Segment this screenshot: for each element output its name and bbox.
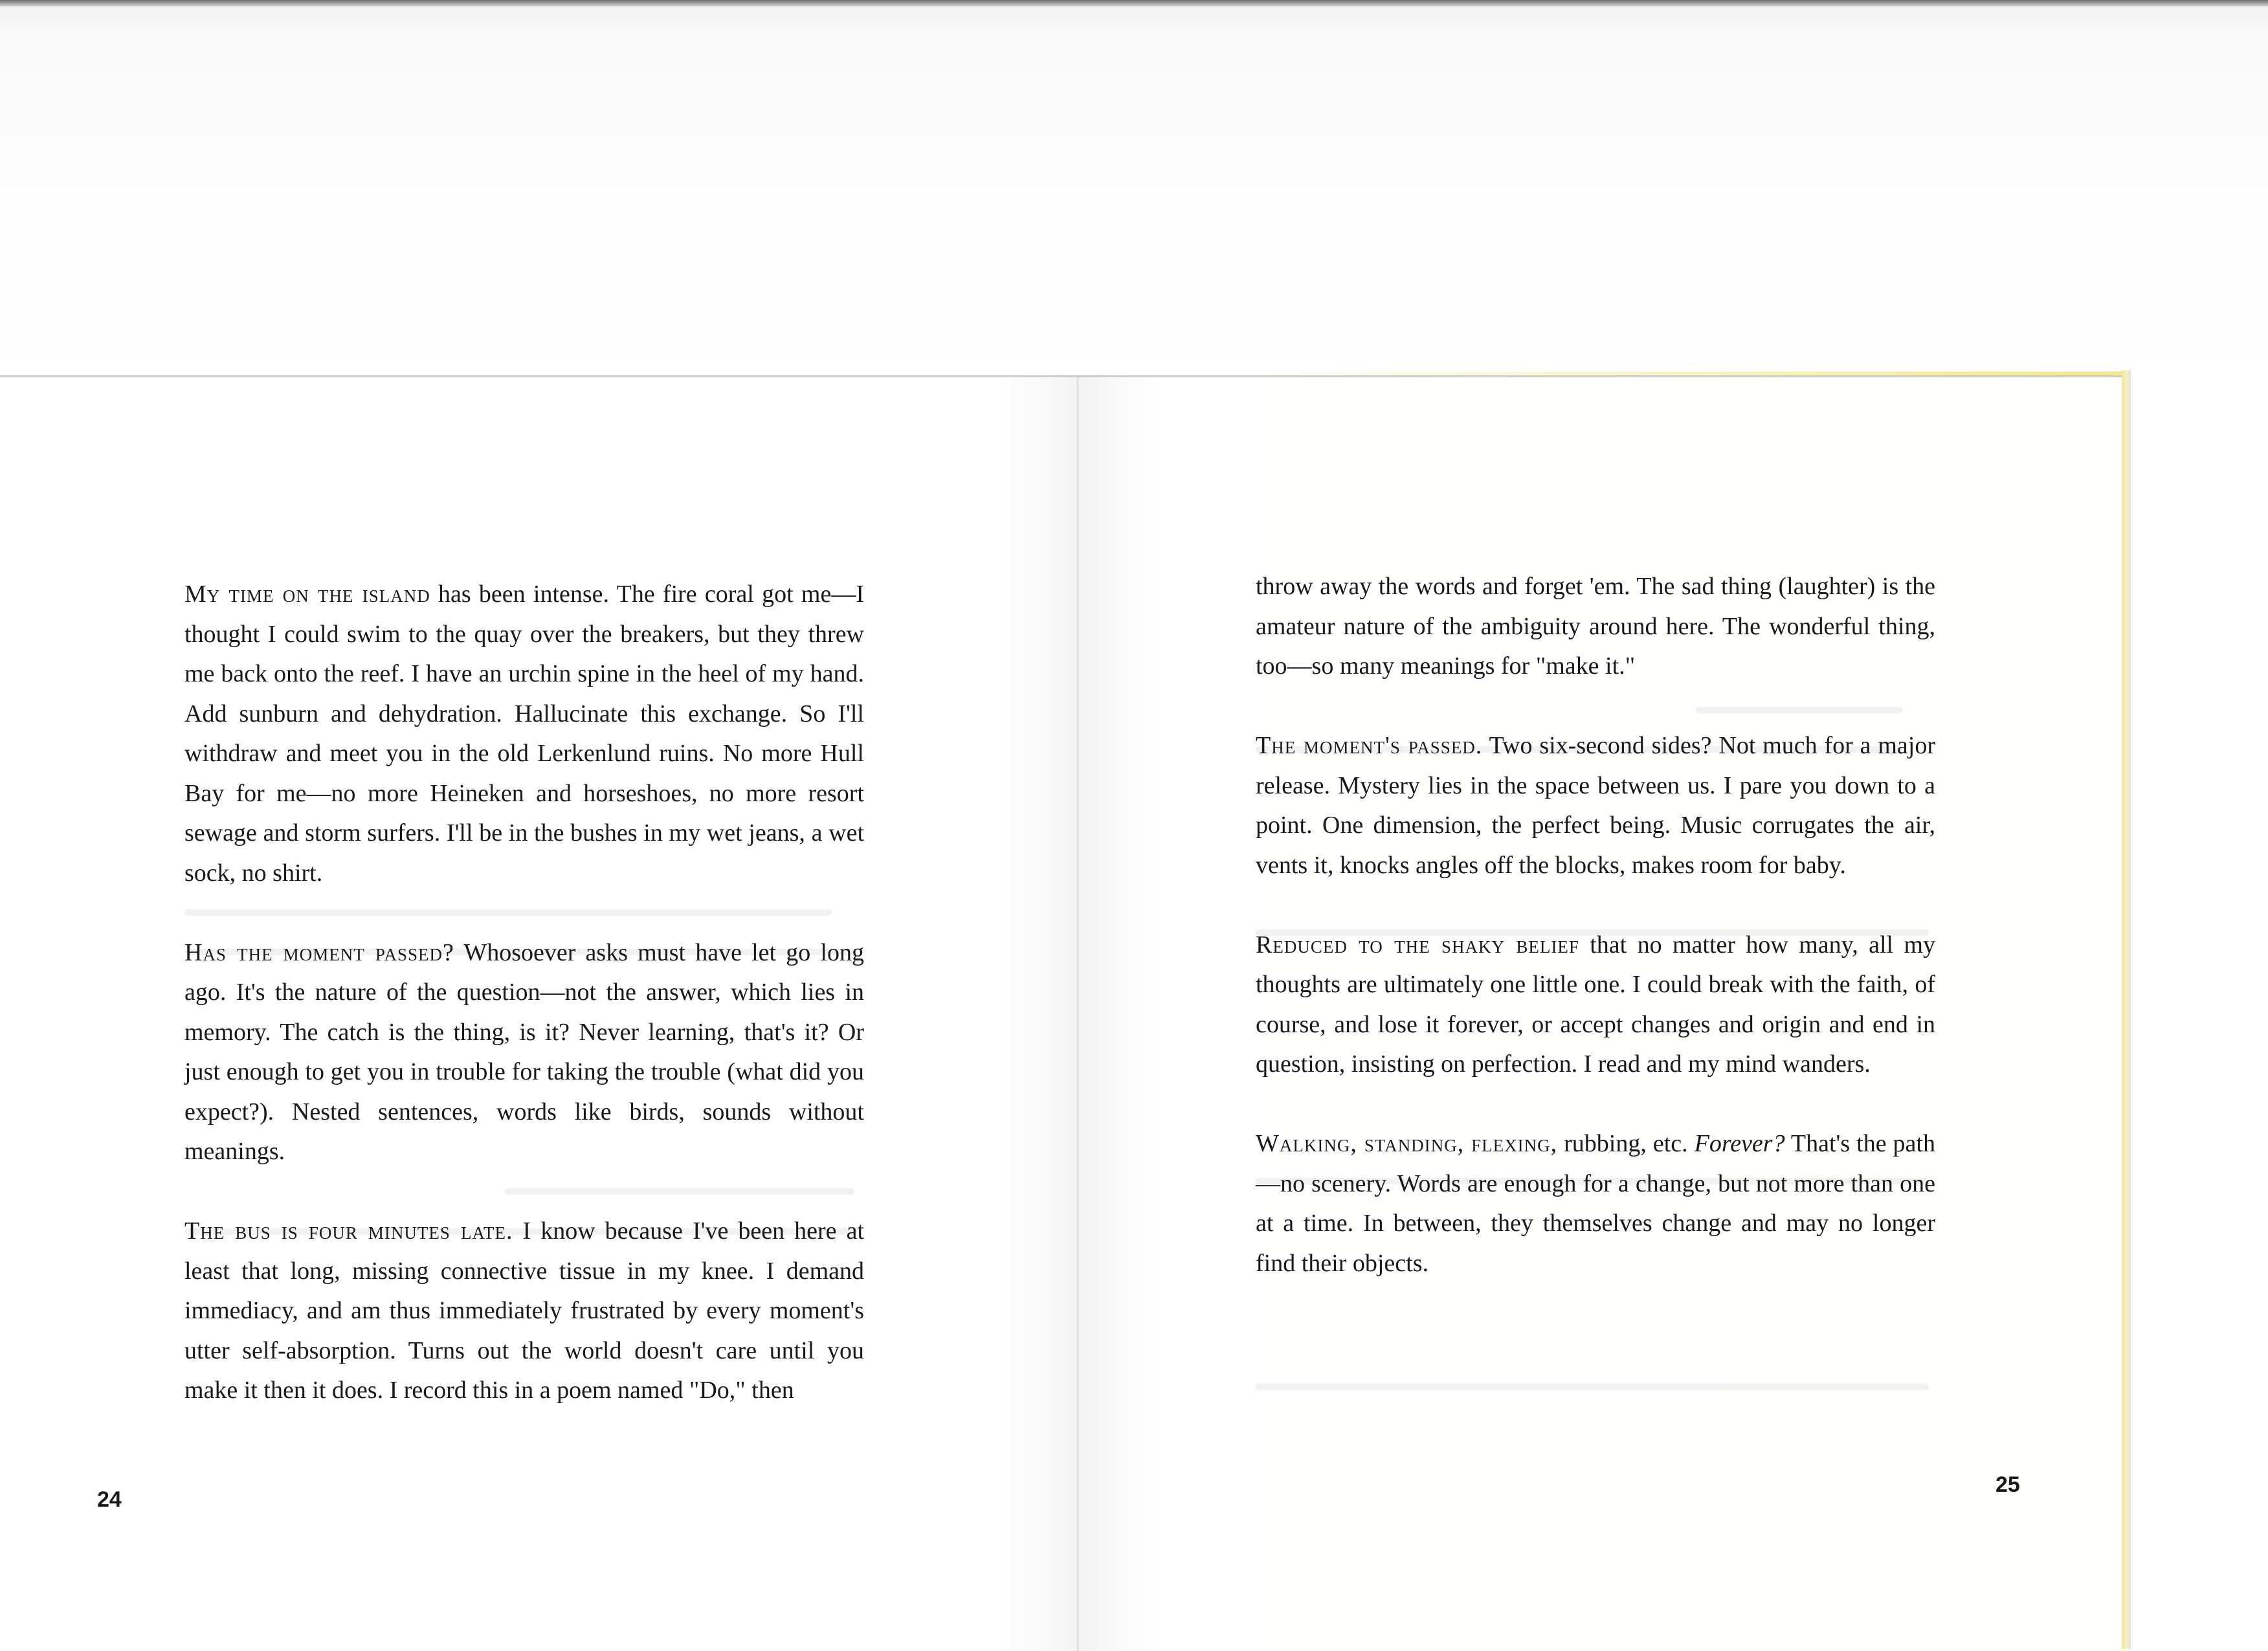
paragraph-body: has been intense. The fire coral got me—I thought I could swim to the quay over the breakers, but they threw me back onto the reef. I have an urchin spine in the heel of my hand. Add sunburn and dehydration. Hallucinate this exchange. So I'll withdraw and meet you in the old Lerkenlund ruins. No more Hull Bay for me—no more Heineken and horseshoes, no more resort sewage and storm surfers. I'll be in the bushes in my wet jeans, a wet sock, no shirt. [184,581,865,887]
paragraph-shaky-belief [1256,925,1935,1085]
paragraph-walking [1256,1124,1935,1283]
paragraph-lead: Has the moment passed? [184,938,454,966]
paragraph-lead: Reduced to the shaky belief [1256,931,1579,958]
paragraph-continuation: throw away the words and forget 'em. The sad thing (laughter) is the amateur nature of the ambiguity around here. The wonderful thing, too—so many meanings for "make it." [1256,573,1935,680]
paragraph-lead: My time on the island [184,581,430,608]
scanner-edge-shadow [0,0,2268,6]
paragraph-body: that no matter how many, all my thoughts are ultimately one little one. I could break with the faith, of course, and lose it forever, or accept changes and origin and end in question, insisting on perfection. I read and my mind wanders. [1256,931,1936,1078]
paragraph-italic: Forever? [1694,1130,1785,1157]
left-page-text [184,575,864,1411]
paragraph-lead: Walking, standing, flexing, [1256,1130,1558,1157]
paragraph-lead: The moment's passed. [1256,732,1483,759]
page-number-right: 25 [1996,1472,2020,1497]
paragraph-body: Two six-second sides? Not much for a major release. Mystery lies in the space between us. I pare you down to a point. One dimension, the perfect being. Music corrugates the air, vents it, knocks angles off the blocks, makes room for baby. [1256,732,1935,879]
show-through-mark [1256,1384,1929,1390]
page-number-left: 24 [97,1487,122,1512]
paragraph-body: Whosoever asks must have let go long ago. It's the nature of the question—not the answer, which lies in memory. The catch is the thing, is it? Never learning, that's it? Or just enough to get you in trouble for taking the trouble (what did you expect?). Nested sentences, words like birds, sounds without meanings. [184,938,864,1165]
book-gutter [1076,377,1079,1651]
scanner-background [0,0,2268,388]
paragraph-body: That's the path—no scenery. Words are enough for a change, but not more than one at a time. In between, they themselves change and may no longer find their objects. [1256,1130,1935,1277]
right-page-text [1256,567,1935,1283]
paragraph-body: I know because I've been here at least that long, missing connective tissue in my knee. I demand immediacy, and am thus immediately frustrated by every moment's utter self-absorption. Turns out the world doesn't care until you make it then it does. I record this in a poem named "Do," then [184,1217,864,1404]
paragraph-moments-passed [1256,726,1935,885]
paragraph-island [184,575,864,893]
paragraph-lead: The bus is four minutes late. [184,1217,513,1245]
paragraph-body: rubbing, etc. [1557,1130,1695,1157]
paragraph-moment-passed [184,933,864,1172]
page-edge-right [2122,370,2131,1649]
paragraph-bus-late [184,1212,864,1411]
